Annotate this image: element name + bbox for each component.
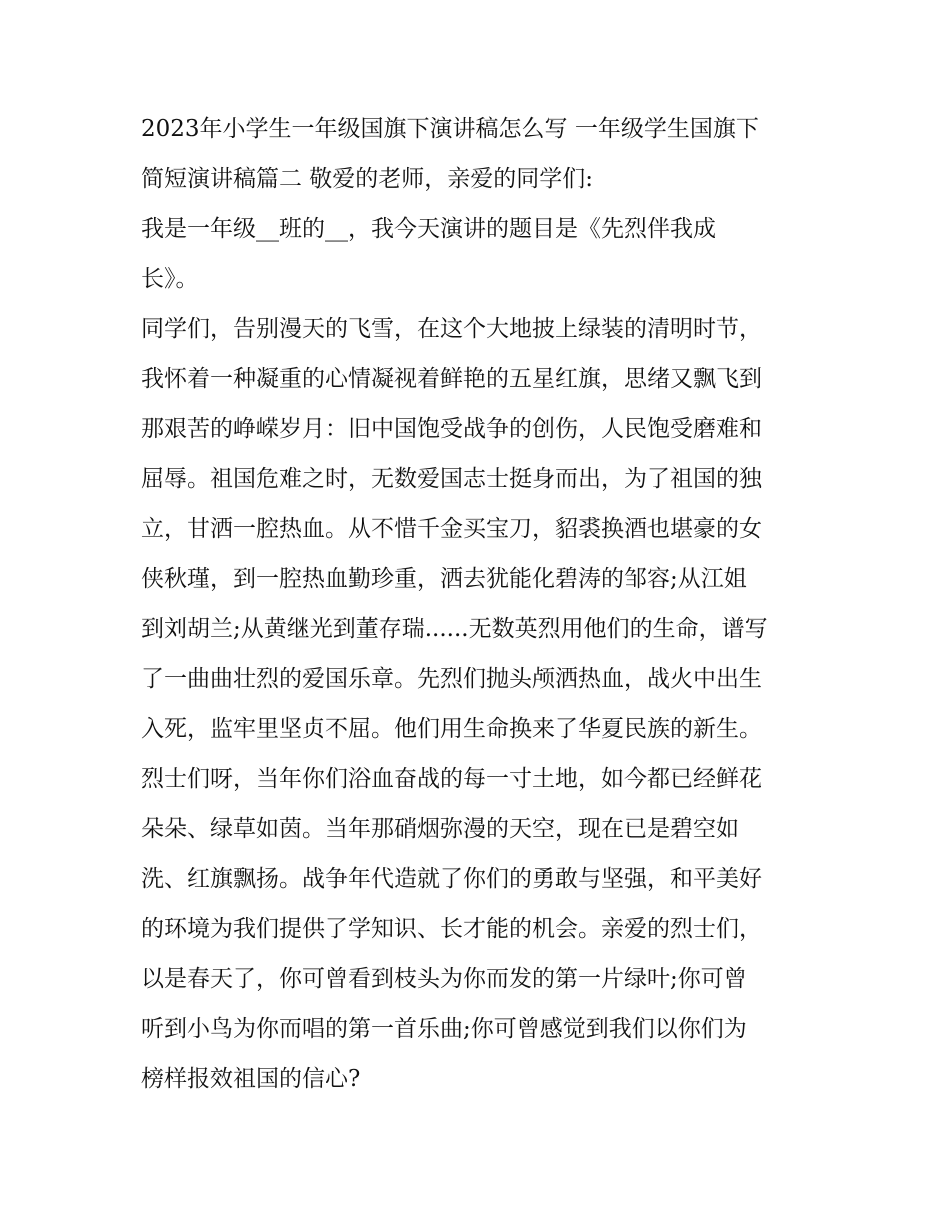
text-line: 侠秋瑾，到一腔热血勤珍重，洒去犹能化碧涛的邹容;从江姐 (141, 566, 747, 592)
text-line: 榜样报效祖国的信心? (141, 1066, 361, 1092)
text-line: 长》。 (141, 266, 199, 292)
text-line: 洗、红旗飘扬。战争年代造就了你们的勇敢与坚强，和平美好 (141, 866, 762, 892)
text-line: 烈士们呀，当年你们浴血奋战的每一寸土地，如今都已经鲜花 (141, 766, 762, 792)
text-line: 到刘胡兰;从黄继光到董存瑞......无数英烈用他们的生命，谱写 (141, 616, 768, 642)
text-line: 了一曲曲壮烈的爱国乐章。先烈们抛头颅洒热血，战火中出生 (141, 666, 762, 692)
text-line: 入死，监牢里坚贞不屈。他们用生命换来了华夏民族的新生。 (141, 716, 762, 742)
text-line-title-1: 2023年小学生一年级国旗下演讲稿怎么写 一年级学生国旗下 (141, 116, 759, 142)
text-line: 立，甘洒一腔热血。从不惜千金买宝刀，貂裘换酒也堪豪的女 (141, 516, 762, 542)
text-line: 以是春天了，你可曾看到枝头为你而发的第一片绿叶;你可曾 (141, 966, 747, 992)
text-line-title-2: 简短演讲稿篇二 敬爱的老师，亲爱的同学们: (141, 166, 594, 192)
text-line: 我怀着一种凝重的心情凝视着鲜艳的五星红旗，思绪又飘飞到 (141, 366, 762, 392)
text-line: 的环境为我们提供了学知识、长才能的机会。亲爱的烈士们， (141, 916, 762, 942)
text-line: 听到小鸟为你而唱的第一首乐曲;你可曾感觉到我们以你们为 (141, 1016, 747, 1042)
text-line: 朵朵、绿草如茵。当年那硝烟弥漫的天空，现在已是碧空如 (141, 816, 739, 842)
text-line: 我是一年级__班的__，我今天演讲的题目是《先烈伴我成 (141, 216, 716, 242)
text-line: 那艰苦的峥嵘岁月：旧中国饱受战争的创伤，人民饱受磨难和 (141, 416, 762, 442)
text-line: 屈辱。祖国危难之时，无数爱国志士挺身而出，为了祖国的独 (141, 466, 762, 492)
text-line: 同学们，告别漫天的飞雪，在这个大地披上绿装的清明时节， (141, 316, 762, 342)
